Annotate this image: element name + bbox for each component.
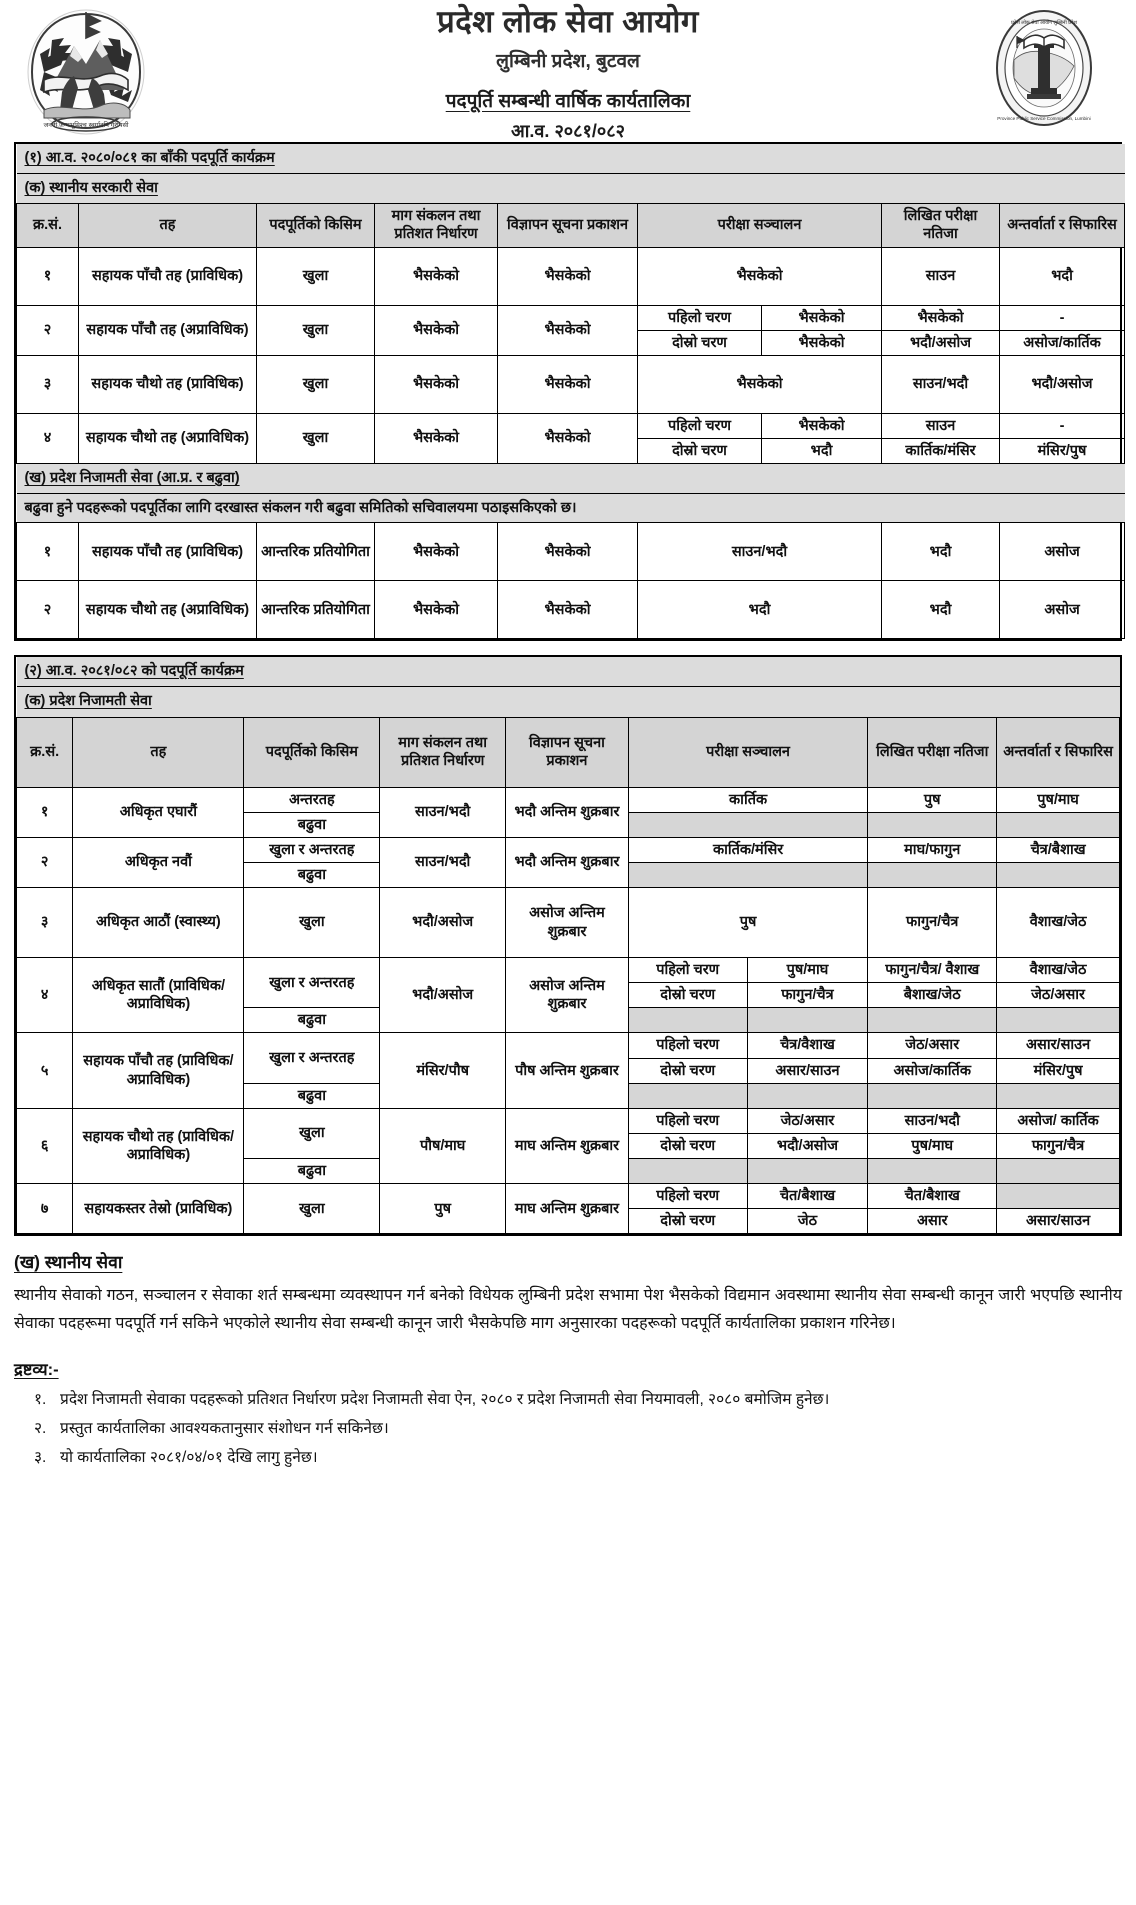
- cell-exam: फागुन/चैत्र: [747, 983, 868, 1008]
- cell-exam-blank: [747, 1083, 868, 1108]
- section-1-table-wrapper: [14, 142, 1122, 641]
- cell-level: अधिकृत आठौं (स्वास्थ्य): [73, 888, 244, 958]
- cell-phase-label: दोस्रो चरण: [628, 1133, 747, 1158]
- cell-sn: २: [17, 581, 79, 639]
- cell-type: अन्तरतह: [244, 787, 380, 812]
- section-2-table: [16, 657, 1120, 1234]
- section-2-band-title-row: [17, 657, 1120, 687]
- cell-demand: भैसकेको: [375, 413, 498, 463]
- cell-phase-label: पहिलो चरण: [628, 1033, 747, 1058]
- cell-result: असोज/कार्तिक: [868, 1058, 997, 1083]
- list-item: [14, 1386, 1122, 1415]
- col-header-type: पदपूर्तिको किसिम: [257, 204, 375, 247]
- header-titles: [437, 0, 699, 143]
- col-header-level: तह: [79, 204, 257, 247]
- section-1-band-title-row: [17, 144, 1125, 174]
- table-row: [17, 1033, 1120, 1058]
- cell-interview: -: [1000, 413, 1125, 438]
- cell-advert: भदौ अन्तिम शुक्रबार: [506, 787, 629, 837]
- section-1-band-title: (१) आ.व. २०८०/०८१ का बाँकी पदपूर्ति कार्यक्रम: [24, 150, 275, 166]
- cell-advert: माघ अन्तिम शुक्रबार: [506, 1184, 629, 1234]
- cell-interview: जेठ/असार: [997, 983, 1120, 1008]
- cell-demand: पौष/माघ: [380, 1108, 506, 1183]
- cell-result: फागुन/चैत्र/ वैशाख: [868, 958, 997, 983]
- cell-level: सहायक पाँचौ तह (प्राविधिक/ अप्राविधिक): [73, 1033, 244, 1108]
- cell-result-blank: [868, 812, 997, 837]
- cell-result: भैसकेको: [882, 305, 1000, 330]
- note-text: यो कार्यतालिका २०८१/०४/०१ देखि लागु हुनेछ।: [60, 1448, 318, 1466]
- cell-exam: कार्तिक/मंसिर: [628, 837, 868, 862]
- cell-result: पुष: [868, 787, 997, 812]
- organization-title: प्रदेश लोक सेवा आयोग: [437, 4, 699, 39]
- cell-interview-blank: [997, 812, 1120, 837]
- ppsc-lumbini-seal-icon: [984, 8, 1104, 128]
- cell-exam: भदौ/असोज: [747, 1133, 868, 1158]
- cell-exam: पुष: [628, 888, 868, 958]
- cell-type: खुला र अन्तरतह: [244, 837, 380, 862]
- cell-level: अधिकृत नवौं: [73, 837, 244, 887]
- note-text: प्रस्तुत कार्यतालिका आवश्यकतानुसार संशोधन गर्न सकिनेछ।: [60, 1420, 389, 1438]
- cell-sn: १: [17, 787, 73, 837]
- cell-sn: १: [17, 247, 79, 305]
- cell-sn: ७: [17, 1184, 73, 1234]
- cell-phase-label: पहिलो चरण: [638, 305, 762, 330]
- cell-result: बैशाख/जेठ: [868, 983, 997, 1008]
- cell-exam: कार्तिक: [628, 787, 868, 812]
- cell-result-blank: [868, 1159, 997, 1184]
- cell-exam-blank: [628, 812, 868, 837]
- cell-interview: भदौ: [1000, 247, 1125, 305]
- section-1-header-row: [17, 204, 1125, 247]
- cell-interview-blank: [997, 862, 1120, 887]
- cell-phase-blank: [628, 1083, 747, 1108]
- cell-demand: भदौ/असोज: [380, 958, 506, 1033]
- col-header-exam: परीक्षा सञ्चालन: [638, 204, 882, 247]
- cell-result: साउन/भदौ: [882, 355, 1000, 413]
- cell-level: सहायक पाँचौ तह (प्राविधिक): [79, 247, 257, 305]
- notes-title: द्रष्टव्य:-: [14, 1361, 59, 1380]
- cell-advert: असोज अन्तिम शुक्रबार: [506, 888, 629, 958]
- cell-interview-blank: [997, 1008, 1120, 1033]
- cell-promotion-label: बढुवा: [244, 1159, 380, 1184]
- cell-sn: ३: [17, 888, 73, 958]
- document-title: पदपूर्ति सम्बन्धी वार्षिक कार्यतालिका: [445, 90, 691, 112]
- cell-demand: भैसकेको: [375, 581, 498, 639]
- cell-result: भदौ: [882, 523, 1000, 581]
- section-2b-paragraph: स्थानीय सेवाको गठन, सञ्चालन र सेवाका शर्त सम्बन्धमा व्यवस्थापन गर्न बनेको विधेयक लुम्बिनी प्रदेश सभामा पेश भैसकेको विद्यमान अवस्थामा स्थानीय सेवा सम्बन्धी कानून जारी भएपछि स्थानीय सेवाका पदहरूमा पदपूर्ति गर्न सकिने भएकोले स्थानीय सेवा सम्बन्धी कानून जारी भैसकेपछि माग अनुसारका पदहरूको पदपूर्ति कार्यतालिका प्रकाशन गरिनेछ।: [14, 1287, 1122, 1332]
- cell-phase-label: दोस्रो चरण: [628, 983, 747, 1008]
- cell-type: खुला र अन्तरतह: [244, 1033, 380, 1083]
- cell-demand: भैसकेको: [375, 247, 498, 305]
- section-1b-subtitle-row: [17, 464, 1125, 494]
- cell-promotion-label: बढुवा: [244, 1083, 380, 1108]
- notes-list: [14, 1386, 1122, 1472]
- cell-type: आन्तरिक प्रतियोगिता: [257, 523, 375, 581]
- col-header-result: लिखित परीक्षा नतिजा: [868, 717, 997, 787]
- cell-type: खुला: [244, 888, 380, 958]
- cell-exam: जेठ: [747, 1209, 868, 1234]
- cell-sn: २: [17, 837, 73, 887]
- cell-advert: माघ अन्तिम शुक्रबार: [506, 1108, 629, 1183]
- cell-result: पुष/माघ: [868, 1133, 997, 1158]
- section-2-table-wrapper: [14, 655, 1122, 1236]
- table-row: [17, 355, 1125, 413]
- cell-advert: भैसकेको: [498, 247, 638, 305]
- nepal-government-emblem-icon: [22, 6, 150, 136]
- cell-result: जेठ/असार: [868, 1033, 997, 1058]
- cell-exam: साउन/भदौ: [638, 523, 882, 581]
- svg-text:प्रदेश लोक सेवा आयोग लुम्बिनी: प्रदेश लोक सेवा आयोग लुम्बिनी प्रदेश: [1010, 20, 1078, 26]
- section-2a-subtitle-row: [17, 687, 1120, 717]
- cell-interview: असोज/ कार्तिक: [997, 1108, 1120, 1133]
- cell-advert: पौष अन्तिम शुक्रबार: [506, 1033, 629, 1108]
- list-item: [14, 1444, 1122, 1473]
- cell-phase-blank: [628, 1159, 747, 1184]
- cell-type: खुला र अन्तरतह: [244, 958, 380, 1008]
- cell-promotion-label: बढुवा: [244, 812, 380, 837]
- col-header-interview: अन्तर्वार्ता र सिफारिस: [997, 717, 1120, 787]
- cell-sn: १: [17, 523, 79, 581]
- cell-exam: जेठ/असार: [747, 1108, 868, 1133]
- document-header: [14, 0, 1122, 142]
- cell-interview: वैशाख/जेठ: [997, 958, 1120, 983]
- cell-type: खुला: [257, 413, 375, 463]
- cell-interview: मंसिर/पुष: [1000, 438, 1125, 463]
- cell-interview: असोज/कार्तिक: [1000, 330, 1125, 355]
- cell-demand: भैसकेको: [375, 355, 498, 413]
- svg-text:जननी जन्मभूमिश्च स्वर्गादपि गर: जननी जन्मभूमिश्च स्वर्गादपि गरीयसी: [43, 122, 129, 129]
- col-header-type: पदपूर्तिको किसिम: [244, 717, 380, 787]
- cell-level: सहायक चौथो तह (अप्राविधिक): [79, 413, 257, 463]
- footer-section: [14, 1250, 1122, 1472]
- cell-demand: मंसिर/पौष: [380, 1033, 506, 1108]
- section-1b-note-row: [17, 494, 1125, 523]
- cell-result: असार: [868, 1209, 997, 1234]
- cell-interview: मंसिर/पुष: [997, 1058, 1120, 1083]
- cell-phase-label: दोस्रो चरण: [638, 330, 762, 355]
- cell-level: सहायक चौथो तह (अप्राविधिक): [79, 581, 257, 639]
- cell-phase-label: दोस्रो चरण: [638, 438, 762, 463]
- col-header-level: तह: [73, 717, 244, 787]
- section-2b-title: (ख) स्थानीय सेवा: [14, 1252, 123, 1273]
- cell-type: खुला: [257, 355, 375, 413]
- cell-exam: भदौ: [762, 438, 882, 463]
- cell-exam: पुष/माघ: [747, 958, 868, 983]
- cell-result: भदौ/असोज: [882, 330, 1000, 355]
- cell-promotion-label: बढुवा: [244, 862, 380, 887]
- note-number: ३.: [34, 1448, 47, 1466]
- cell-sn: ६: [17, 1108, 73, 1183]
- cell-exam-blank: [747, 1159, 868, 1184]
- cell-type: खुला: [244, 1108, 380, 1158]
- section-2-header-row: [17, 717, 1120, 787]
- cell-phase-label: पहिलो चरण: [628, 958, 747, 983]
- cell-interview: -: [1000, 305, 1125, 330]
- col-header-demand: माग संकलन तथा प्रतिशत निर्धारण: [380, 717, 506, 787]
- cell-level: सहायक पाँचौ तह (प्राविधिक): [79, 523, 257, 581]
- cell-exam-blank: [628, 862, 868, 887]
- cell-advert: भैसकेको: [498, 413, 638, 463]
- table-row: [17, 305, 1125, 330]
- cell-phase-blank: [628, 1008, 747, 1033]
- cell-promotion-label: बढुवा: [244, 1008, 380, 1033]
- cell-type: खुला: [257, 305, 375, 355]
- cell-level: अधिकृत सातौं (प्राविधिक/ अप्राविधिक): [73, 958, 244, 1033]
- organization-subtitle: लुम्बिनी प्रदेश, बुटवल: [496, 50, 640, 72]
- cell-phase-label: पहिलो चरण: [638, 413, 762, 438]
- col-header-interview: अन्तर्वार्ता र सिफारिस: [1000, 204, 1125, 247]
- table-row: [17, 888, 1120, 958]
- table-row: [17, 1184, 1120, 1209]
- col-header-sn: क्र.सं.: [17, 204, 79, 247]
- cell-advert: भैसकेको: [498, 355, 638, 413]
- section-2a-subtitle: (क) प्रदेश निजामती सेवा: [24, 693, 152, 710]
- cell-advert: भैसकेको: [498, 581, 638, 639]
- cell-demand: भैसकेको: [375, 523, 498, 581]
- cell-level: सहायकस्तर तेस्रो (प्राविधिक): [73, 1184, 244, 1234]
- cell-level: सहायक चौथो तह (प्राविधिक): [79, 355, 257, 413]
- cell-interview-blank: [997, 1083, 1120, 1108]
- col-header-sn: क्र.सं.: [17, 717, 73, 787]
- table-row: [17, 837, 1120, 862]
- cell-exam: भदौ: [638, 581, 882, 639]
- cell-interview: असार/साउन: [997, 1209, 1120, 1234]
- col-header-advert: विज्ञापन सूचना प्रकाशन: [498, 204, 638, 247]
- section-1b-note: बढुवा हुने पदहरूको पदपूर्तिका लागि दरखास्त संकलन गरी बढुवा समितिको सचिवालयमा पठाइसकिएको छ।: [17, 494, 1125, 523]
- section-1-table: [16, 144, 1125, 639]
- table-row: [17, 787, 1120, 812]
- cell-phase-label: दोस्रो चरण: [628, 1058, 747, 1083]
- cell-type: खुला: [257, 247, 375, 305]
- section-1a-subtitle: (क) स्थानीय सरकारी सेवा: [24, 180, 158, 197]
- cell-result-blank: [868, 1083, 997, 1108]
- cell-result: साउन/भदौ: [868, 1108, 997, 1133]
- cell-result: माघ/फागुन: [868, 837, 997, 862]
- cell-result-blank: [868, 1008, 997, 1033]
- cell-demand: पुष: [380, 1184, 506, 1234]
- table-row: [17, 247, 1125, 305]
- cell-result: भदौ: [882, 581, 1000, 639]
- cell-interview: भदौ/असोज: [1000, 355, 1125, 413]
- cell-exam: भैसकेको: [762, 305, 882, 330]
- table-row: [17, 523, 1125, 581]
- cell-interview: फागुन/चैत्र: [997, 1133, 1120, 1158]
- cell-demand: भदौ/असोज: [380, 888, 506, 958]
- cell-demand: साउन/भदौ: [380, 837, 506, 887]
- cell-sn: २: [17, 305, 79, 355]
- table-row: [17, 958, 1120, 983]
- cell-level: सहायक पाँचौ तह (अप्राविधिक): [79, 305, 257, 355]
- document-fiscal-year: आ.व. २०८१/०८२: [511, 120, 625, 141]
- cell-interview-blank: [997, 1184, 1120, 1209]
- cell-sn: ३: [17, 355, 79, 413]
- cell-interview: असार/साउन: [997, 1033, 1120, 1058]
- list-item: [14, 1415, 1122, 1444]
- cell-result: साउन: [882, 247, 1000, 305]
- cell-type: खुला: [244, 1184, 380, 1234]
- col-header-exam: परीक्षा सञ्चालन: [628, 717, 868, 787]
- cell-sn: ४: [17, 958, 73, 1033]
- cell-type: आन्तरिक प्रतियोगिता: [257, 581, 375, 639]
- cell-interview: वैशाख/जेठ: [997, 888, 1120, 958]
- col-header-advert: विज्ञापन सूचना प्रकाशन: [506, 717, 629, 787]
- svg-text:Province Public Service Commis: Province Public Service Commission, Lumbini: [997, 116, 1091, 121]
- cell-exam: चैत्र/वैशाख: [747, 1033, 868, 1058]
- cell-exam: भैसकेको: [762, 330, 882, 355]
- cell-demand: साउन/भदौ: [380, 787, 506, 837]
- cell-advert: भदौ अन्तिम शुक्रबार: [506, 837, 629, 887]
- cell-level: सहायक चौथो तह (प्राविधिक/ अप्राविधिक): [73, 1108, 244, 1183]
- note-number: १.: [34, 1391, 47, 1409]
- col-header-result: लिखित परीक्षा नतिजा: [882, 204, 1000, 247]
- note-number: २.: [34, 1420, 47, 1438]
- cell-exam-blank: [747, 1008, 868, 1033]
- cell-interview: असोज: [1000, 581, 1125, 639]
- note-text: प्रदेश निजामती सेवाका पदहरूको प्रतिशत निर्धारण प्रदेश निजामती सेवा ऐन, २०८० र प्रदेश निजामती सेवा नियमावली, २०८० बमोजिम हुनेछ।: [60, 1391, 830, 1409]
- cell-interview: चैत्र/बैशाख: [997, 837, 1120, 862]
- col-header-demand: माग संकलन तथा प्रतिशत निर्धारण: [375, 204, 498, 247]
- cell-sn: ४: [17, 413, 79, 463]
- cell-phase-label: पहिलो चरण: [628, 1184, 747, 1209]
- cell-phase-label: दोस्रो चरण: [628, 1209, 747, 1234]
- cell-interview: पुष/माघ: [997, 787, 1120, 812]
- cell-advert: भैसकेको: [498, 305, 638, 355]
- cell-result: कार्तिक/मंसिर: [882, 438, 1000, 463]
- cell-phase-label: पहिलो चरण: [628, 1108, 747, 1133]
- cell-sn: ५: [17, 1033, 73, 1108]
- table-row: [17, 1108, 1120, 1133]
- cell-result: साउन: [882, 413, 1000, 438]
- cell-demand: भैसकेको: [375, 305, 498, 355]
- cell-exam: भैसकेको: [638, 355, 882, 413]
- cell-advert: भैसकेको: [498, 523, 638, 581]
- section-1a-subtitle-row: [17, 174, 1125, 204]
- cell-result: चैत/बैशाख: [868, 1184, 997, 1209]
- section-2-band-title: (२) आ.व. २०८१/०८२ को पदपूर्ति कार्यक्रम: [24, 663, 244, 680]
- cell-exam: भैसकेको: [638, 247, 882, 305]
- cell-exam: असार/साउन: [747, 1058, 868, 1083]
- table-row: [17, 413, 1125, 438]
- cell-advert: असोज अन्तिम शुक्रबार: [506, 958, 629, 1033]
- cell-level: अधिकृत एघारौं: [73, 787, 244, 837]
- cell-exam: चैत/बैशाख: [747, 1184, 868, 1209]
- cell-exam: भैसकेको: [762, 413, 882, 438]
- cell-interview: असोज: [1000, 523, 1125, 581]
- section-1b-subtitle: (ख) प्रदेश निजामती सेवा (आ.प्र. र बढुवा): [24, 470, 240, 486]
- cell-result-blank: [868, 862, 997, 887]
- cell-interview-blank: [997, 1159, 1120, 1184]
- cell-result: फागुन/चैत्र: [868, 888, 997, 958]
- table-row: [17, 581, 1125, 639]
